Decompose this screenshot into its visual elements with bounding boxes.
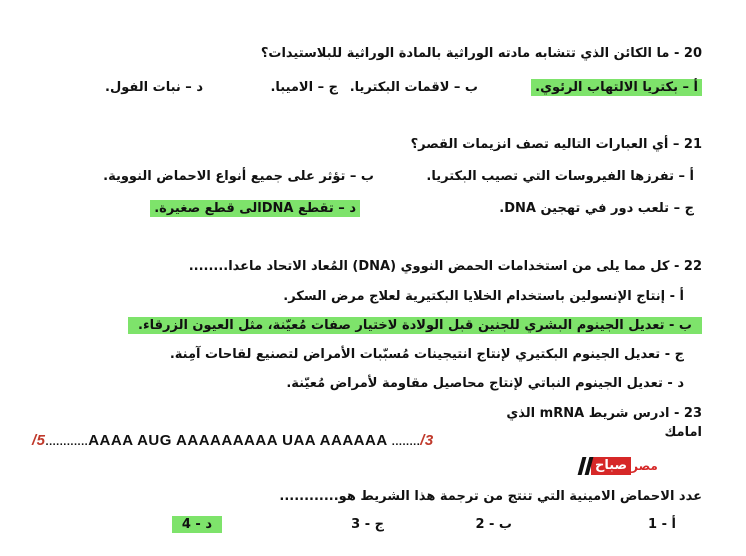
q23-option-a[interactable]: أ - 1 [648, 517, 676, 532]
q20-option-a[interactable]: أ – بكتريا الالتهاب الرئوي. [531, 79, 702, 97]
q23-option-b[interactable]: ب - 2 [475, 517, 512, 532]
q20-option-d[interactable]: د – نبات الفول. [105, 80, 203, 95]
strand-sequence: AAAA AUG AAAAAAAAA UAA AAAAAA [88, 432, 388, 449]
q22-option-d[interactable]: د - تعديل الجينوم النباتي لإنتاج محاصيل مقاومة لأمراض مُعيّنة. [286, 376, 684, 391]
q23-option-c[interactable]: ج - 3 [351, 517, 384, 532]
q21-question: 21 – أي العبارات التاليه تصف انزيمات القصر؟ [410, 137, 702, 152]
logo-word-2: مصر [631, 459, 658, 473]
q22-option-c[interactable]: ج - تعديل الجينوم البكتيري لإنتاج انتيجينات مُسبّبات الأمراض لتصنيع لقاحات آمِنة. [169, 347, 684, 362]
q23-question: 23 - ادرس شريط mRNA الذي [506, 406, 702, 421]
q23-question-cont: امامك [664, 425, 702, 440]
q23-option-d[interactable]: د - 4 [172, 516, 222, 534]
q20-question: 20 - ما الكائن الذي تتشابه مادته الوراثية بالمادة الوراثية للبلاستيدات؟ [260, 46, 702, 61]
q21-option-c[interactable]: ج – تلعب دور في تهجين DNA. [499, 201, 694, 216]
dots-left: ............ [45, 436, 89, 448]
q22-question: 22 - كل مما يلى من استخدامات الحمض النووي (DNA) المُعاد الاتحاد ماعدا........ [188, 259, 702, 274]
dots-right: ........ [391, 436, 421, 448]
q21-option-b[interactable]: ب – تؤثر على جميع أنواع الاحماض النووية. [103, 169, 374, 184]
q22-option-b[interactable]: ب - تعديل الجينوم البشري للجنين قبل الولادة لاختيار صفات مُعيّنة، مثل العيون الزرقاء. [128, 317, 702, 335]
q21-option-a[interactable]: أ – تفرزها الفيروسات التي تصيب البكتريا. [426, 169, 694, 184]
q20-option-b[interactable]: ب – لاقمات البكتريا. [349, 80, 478, 95]
q21-option-d[interactable]: د – تقطع DNAالى قطع صغيرة. [150, 200, 360, 218]
site-logo [576, 455, 694, 477]
three-prime-end: /3 [420, 432, 434, 449]
logo-word-1: صباح [591, 457, 631, 475]
q23-prompt: عدد الاحماض الامينية التي تنتج من ترجمة هذا الشريط هو............ [279, 489, 702, 504]
mrna-strand [32, 432, 434, 449]
logo-bars-icon [580, 457, 591, 475]
q22-option-a[interactable]: أ - إنتاج الإنسولين باستخدام الخلايا البكتيرية لعلاج مرض السكر. [283, 289, 684, 304]
five-prime-end: /5 [32, 432, 46, 449]
q20-option-c[interactable]: ج – الاميبا. [270, 80, 338, 95]
